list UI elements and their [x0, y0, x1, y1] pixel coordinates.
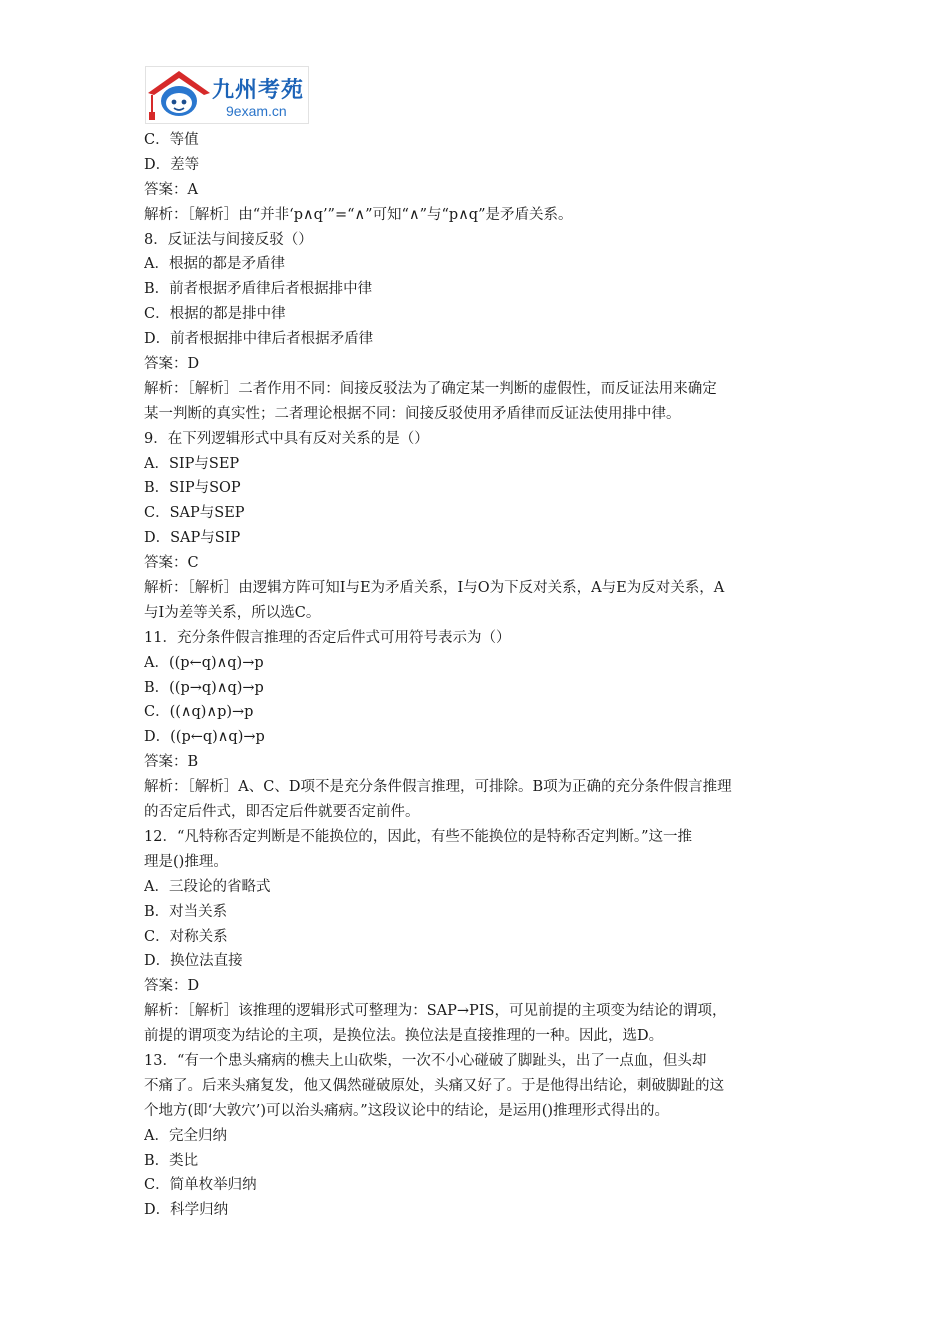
text-line: 8．反证法与间接反驳（）: [144, 231, 313, 248]
logo-chinese-name: 九州考苑: [212, 78, 305, 103]
text-line: 理是()推理。: [144, 853, 228, 870]
text-line: 解析：［解析］该推理的逻辑形式可整理为：SAP→PIS，可见前提的主项变为结论的谓项，: [144, 1003, 727, 1020]
text-line: C．等值: [144, 132, 199, 148]
text-line: A．根据的都是矛盾律: [144, 256, 285, 273]
text-line: 不痛了。后来头痛复发，他又偶然碰破原处，头痛又好了。于是他得出结论，刺破脚趾的这: [144, 1077, 724, 1094]
text-line: A．完全归纳: [144, 1127, 227, 1144]
text-line: C．简单枚举归纳: [144, 1177, 257, 1194]
text-line: 解析：［解析］A、C、D项不是充分条件假言推理，可排除。B项为正确的充分条件假言推理: [144, 779, 732, 796]
text-line: 前提的谓项变为结论的主项，是换位法。换位法是直接推理的一种。因此，选D。: [144, 1028, 664, 1045]
text-line: 个地方(即‘大敦穴’)可以治头痛病。”这段议论中的结论，是运用()推理形式得出的。: [144, 1102, 670, 1119]
site-logo: [145, 66, 309, 124]
text-line: C．根据的都是排中律: [144, 306, 286, 323]
text-line: C．对称关系: [144, 928, 228, 945]
text-line: 的否定后件式，即否定后件就要否定前件。: [144, 804, 420, 821]
text-line: 9．在下列逻辑形式中具有反对关系的是（）: [144, 430, 429, 447]
text-line: D．前者根据排中律后者根据矛盾律: [144, 331, 374, 348]
document-body: [144, 128, 810, 1223]
text-line: 答案：C: [144, 555, 199, 572]
text-line: C．((∧q)∧p)→p: [144, 704, 254, 721]
text-line: A．SIP与SEP: [144, 455, 240, 472]
logo-domain: 9exam.cn: [226, 103, 287, 119]
text-line: 解析：［解析］由逻辑方阵可知I与E为矛盾关系，I与O为下反对关系，A与E为反对关系，A: [144, 580, 725, 597]
text-line: 13．“有一个患头痛病的樵夫上山砍柴，一次不小心碰破了脚趾头，出了一点血，但头却: [144, 1052, 707, 1069]
text-line: D．科学归纳: [144, 1202, 229, 1219]
text-line: B．前者根据矛盾律后者根据排中律: [144, 281, 373, 298]
text-line: 某一判断的真实性；二者理论根据不同：间接反驳使用矛盾律而反证法使用排中律。: [144, 405, 681, 422]
text-line: 与I为差等关系，所以选C。: [144, 604, 321, 621]
text-line: 答案：D: [144, 356, 200, 373]
text-line: B．((p→q)∧q)→p: [144, 679, 264, 696]
text-line: 解析：［解析］二者作用不同：间接反驳法为了确定某一判断的虚假性，而反证法用来确定: [144, 380, 717, 397]
text-line: 答案：D: [144, 978, 200, 995]
text-line: D．差等: [144, 156, 200, 173]
text-line: D．换位法直接: [144, 953, 243, 970]
text-line: A．((p←q)∧q)→p: [144, 654, 264, 671]
text-line: 解析：［解析］由“并非‘p∧q’”=“∧”可知“∧”与“p∧q”是矛盾关系。: [144, 206, 573, 223]
text-line: B．对当关系: [144, 903, 228, 920]
text-line: 答案：B: [144, 754, 199, 771]
text-line: D．SAP与SIP: [144, 530, 241, 547]
text-line: D．((p←q)∧q)→p: [144, 729, 265, 746]
text-line: 12．“凡特称否定判断是不能换位的，因此，有些不能换位的是特称否定判断。”这一推: [144, 828, 693, 845]
text-line: B．类比: [144, 1152, 199, 1169]
text-line: 答案：A: [144, 181, 198, 198]
text-line: B．SIP与SOP: [144, 480, 241, 497]
graduation-cap-mascot-icon: [146, 67, 212, 123]
text-line: A．三段论的省略式: [144, 878, 271, 895]
text-line: C．SAP与SEP: [144, 505, 245, 522]
text-line: 11．充分条件假言推理的否定后件式可用符号表示为（）: [144, 629, 511, 646]
